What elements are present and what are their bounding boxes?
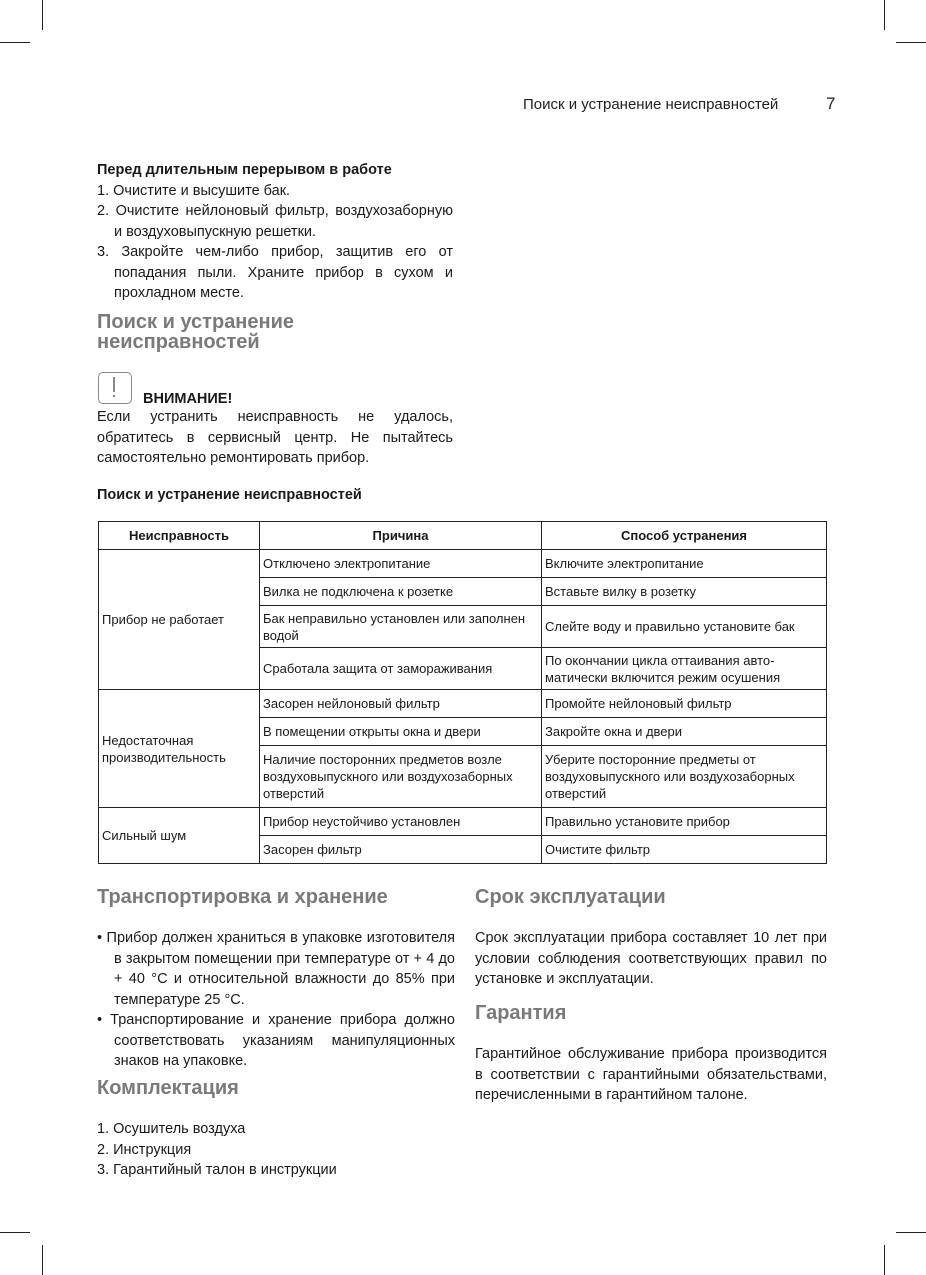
troubleshooting-table: [98, 521, 827, 864]
cause-cell: Наличие посторонних предметов возле воздуховыпускного или воздухозаборных отверстий: [260, 746, 542, 808]
page-number: 7: [826, 94, 836, 113]
list-item: 3. Закройте чем-либо прибор, защитив его от попадания пыли. Храните прибор в сухом и прохладном месте.: [97, 244, 453, 301]
problem-cell: Недостаточная производительность: [99, 690, 260, 808]
warranty-text: Гарантийное обслуживание прибора производится в соответствии с гарантийными обязательствами, перечисленными в гарантийном талоне.: [475, 1046, 827, 1103]
warning-icon: [98, 372, 132, 404]
crop-mark: [884, 0, 885, 30]
table-row: [99, 550, 827, 578]
crop-mark: [896, 1232, 926, 1233]
column-header: Способ устранения: [542, 522, 827, 550]
section-heading: Срок эксплуатации: [475, 886, 666, 908]
remedy-cell: Вставьте вилку в розетку: [542, 578, 827, 606]
crop-mark: [42, 1245, 43, 1275]
remedy-cell: Слейте воду и правильно установите бак: [542, 606, 827, 648]
crop-mark: [884, 1245, 885, 1275]
cause-cell: Засорен фильтр: [260, 836, 542, 864]
list-item: 2. Инструкция: [97, 1141, 192, 1158]
cause-cell: В помещении открыты окна и двери: [260, 718, 542, 746]
remedy-cell: Включите электропитание: [542, 550, 827, 578]
warning-text: Если устранить неисправность не удалось, обратитесь в сервисный центр. Не пытайтесь самостоятельно ремонтировать прибор.: [97, 409, 453, 466]
list-item: • Прибор должен храниться в упаковке изготовителя в закрытом помещении при температуре от + 4 до + 40 °С и относительной влажности до 85% при температуре 25 °С.: [97, 930, 455, 1008]
heading-line: Поиск и устранение: [97, 311, 295, 333]
section-heading: Транспортировка и хранение: [97, 886, 388, 908]
before-break-section: [97, 160, 453, 304]
crop-mark: [0, 1232, 30, 1233]
remedy-cell: Уберите посторонние предметы от воздуховыпускного или воздухозаборных отверстий: [542, 746, 827, 808]
section-subheading: Перед длительным перерывом в работе: [97, 162, 392, 178]
table-title: Поиск и устранение неисправностей: [97, 487, 362, 503]
cause-cell: Отключено электропитание: [260, 550, 542, 578]
remedy-cell: По окончании цикла оттаивания автоматически включится режим осушения: [542, 648, 827, 690]
remedy-cell: Очистите фильтр: [542, 836, 827, 864]
warning-label: ВНИМАНИЕ!: [143, 391, 233, 407]
remedy-cell: Промойте нейлоновый фильтр: [542, 690, 827, 718]
table-row: [99, 808, 827, 836]
list-item: 1. Очистите и высушите бак.: [97, 182, 291, 199]
problem-cell: Сильный шум: [99, 808, 260, 864]
cause-cell: Вилка не подключена к розетке: [260, 578, 542, 606]
heading-line: неисправностей: [97, 331, 260, 353]
crop-mark: [42, 0, 43, 30]
remedy-cell: Закройте окна и двери: [542, 718, 827, 746]
crop-mark: [896, 42, 926, 43]
cause-cell: Сработала защита от замораживания: [260, 648, 542, 690]
section-heading: Комплектация: [97, 1077, 239, 1099]
list-item: • Транспортирование и хранение прибора должно соответствовать указаниям манипуляционных знаков на упаковке.: [97, 1012, 455, 1069]
transport-list: [97, 928, 455, 1072]
cause-cell: Засорен нейлоновый фильтр: [260, 690, 542, 718]
running-header: Поиск и устранение неисправностей: [523, 96, 779, 113]
list-item: 3. Гарантийный талон в инструкции: [97, 1162, 337, 1178]
section-heading: [97, 312, 294, 352]
problem-cell: Прибор не работает: [99, 550, 260, 690]
cause-cell: Бак неправильно установлен или заполнен водой: [260, 606, 542, 648]
contents-list: [97, 1119, 455, 1181]
section-heading: Гарантия: [475, 1002, 567, 1024]
list-item: 2. Очистите нейлоновый фильтр, воздухозаборную и воздуховыпускную решетки.: [97, 203, 453, 240]
column-header: Причина: [260, 522, 542, 550]
cause-cell: Прибор неустойчиво установлен: [260, 808, 542, 836]
table-row: [99, 690, 827, 718]
lifetime-text: Срок эксплуатации прибора составляет 10 лет при условии соблюдения соответствующих правил по установке и эксплуатации.: [475, 930, 827, 987]
remedy-cell: Правильно установите прибор: [542, 808, 827, 836]
crop-mark: [0, 42, 30, 43]
column-header: Неисправность: [99, 522, 260, 550]
list-item: 1. Осушитель воздуха: [97, 1121, 246, 1137]
